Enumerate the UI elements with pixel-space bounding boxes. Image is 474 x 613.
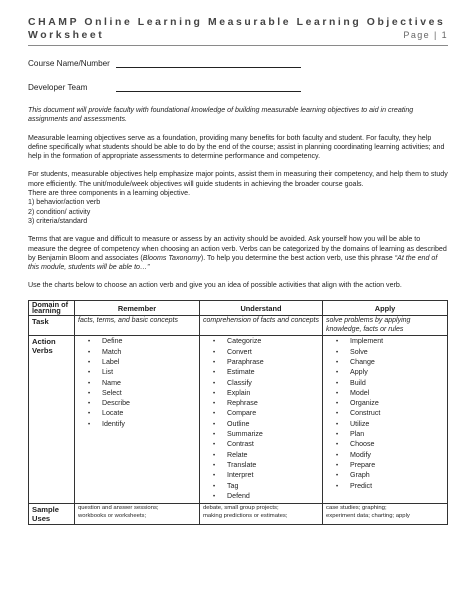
verb-item [213,379,319,389]
column-header-understand: Understand [200,300,323,316]
bullet-icon: • [213,452,216,459]
bullet-icon: • [336,432,339,439]
sample-uses-row [29,504,448,525]
verb-text: Plan [350,430,365,439]
verb-item [336,389,444,399]
verb-text: List [102,368,114,377]
verb-item [88,337,196,347]
verb-item [213,461,319,471]
bullet-icon: • [213,370,216,377]
action-verbs-label: Action Verbs [29,336,75,504]
verb-text: Paraphrase [227,357,264,366]
bullet-icon: • [336,370,339,377]
bullet-icon: • [88,339,91,346]
verb-item [213,440,319,450]
bullet-icon: • [336,473,339,480]
column-header-apply: Apply [323,300,448,316]
verb-text: Modify [350,450,371,459]
bullet-icon: • [88,370,91,377]
bullet-icon: • [213,483,216,490]
document-title-line2: Worksheet [28,30,105,41]
bullet-icon: • [213,473,216,480]
bullet-icon: • [336,421,339,428]
verb-text: Explain [227,388,251,397]
action-verbs-row [29,336,448,504]
use-item: making predictions or estimates; [203,512,288,519]
faculty-benefits-paragraph: Measurable learning objectives serve as a foundation, providing many benefits for both faculty and student. For faculty, they help define specifically what students should be able to do by the end of the course; assist in planning coordinating learning activities; and help in the formation of appropriate assessments to determine performance and competency. [28,133,445,161]
use-item: workbooks or worksheets; [78,512,147,519]
verb-list-apply [326,337,444,491]
task-understand: comprehension of facts and concepts [200,316,323,336]
verbs-remember-cell [75,336,200,504]
verb-item [213,337,319,347]
action-verb-text-a: Terms that are vague and difficult to measure or assess by an activity should be avoided. Ask yourself how you will be able to measure the degree of competency when choosing an action verb. Verbs can be categorized by the domains of learning as described by Benjamin Bloom and associates ( [28,235,447,262]
course-field [28,58,448,68]
verb-text: Relate [227,450,248,459]
bullet-icon: • [213,359,216,366]
verb-item [336,451,444,461]
bullet-icon: • [88,421,91,428]
table-header-row [29,300,448,316]
verb-text: Classify [227,378,252,387]
bullet-icon: • [336,411,339,418]
verb-item [88,389,196,399]
verb-text: Estimate [227,368,255,377]
verb-text: Rephrase [227,399,258,408]
verb-text: Graph [350,471,370,480]
use-item: experiment data; charting; apply [326,512,410,519]
sample-uses-label: Sample Uses [29,504,75,525]
developer-label: Developer Team [28,83,88,92]
bullet-icon: • [336,401,339,408]
verb-text: Solve [350,347,368,356]
bullet-icon: • [213,349,216,356]
uses-remember [75,504,200,525]
verb-item [336,430,444,440]
verb-item [336,348,444,358]
verbs-understand-cell [200,336,323,504]
verb-text: Model [350,388,370,397]
domain-header: Domain of learning [29,300,75,316]
verb-text: Summarize [227,430,263,439]
verb-text: Interpret [227,471,254,480]
verb-text: Outline [227,419,250,428]
course-label: Course Name/Number [28,59,110,68]
bullet-icon: • [336,452,339,459]
verb-text: Construct [350,409,381,418]
verb-item [213,348,319,358]
action-verb-text-b: ). To help you determine the best action verb, use this phrase [200,253,395,262]
verb-text: Build [350,378,366,387]
verb-item [213,471,319,481]
verb-item [88,420,196,430]
verb-item [213,482,319,492]
developer-input-line[interactable] [116,82,301,92]
developer-field [28,82,448,92]
verb-text: Change [350,357,375,366]
uses-understand [200,504,323,525]
verb-text: Define [102,337,123,346]
bullet-icon: • [213,493,216,500]
verb-text: Contrast [227,440,254,449]
use-item: debate, small group projects; [203,505,279,512]
verb-item [336,440,444,450]
bullet-icon: • [88,390,91,397]
bullet-icon: • [336,359,339,366]
component-item: 1) behavior/action verb [28,198,101,207]
header-row [28,29,448,42]
verbs-apply-cell [323,336,448,504]
bullet-icon: • [336,462,339,469]
intro-paragraph: This document will provide faculty with foundational knowledge of building measurable learning objectives to aid in creating assignments and assessments. [28,106,414,124]
bullet-icon: • [336,390,339,397]
verb-list-understand [203,337,319,502]
verb-text: Prepare [350,460,376,469]
verb-text: Categorize [227,337,262,346]
objective-phrase: “At the end of this module, students will be able to…” [28,253,438,272]
blooms-verb-table [28,300,448,525]
verb-item [213,368,319,378]
header-divider [28,45,448,46]
component-item: 3) criteria/standard [28,216,88,225]
verb-text: Tag [227,481,239,490]
verb-item [336,461,444,471]
verb-item [336,399,444,409]
bullet-icon: • [88,411,91,418]
verb-text: Utilize [350,419,370,428]
bullet-icon: • [213,462,216,469]
verb-text: Locate [102,409,124,418]
verb-item [213,451,319,461]
student-benefits-paragraph: For students, measurable objectives help emphasize major points, assist them in measuring their competency, and help them to study more efficiently. The unit/module/week objectives will guide students in achieving the broader course goals. [28,170,448,188]
verb-item [336,379,444,389]
verb-text: Identify [102,419,125,428]
bullet-icon: • [336,349,339,356]
verb-text: Choose [350,440,375,449]
verb-text: Select [102,388,122,397]
verb-text: Predict [350,481,373,490]
verb-text: Label [102,357,120,366]
verb-item [213,420,319,430]
verb-item [336,482,444,492]
task-remember: facts, terms, and basic concepts [75,316,200,336]
verb-item [88,368,196,378]
task-label: Task [29,316,75,336]
verb-item [213,358,319,368]
verb-item [88,399,196,409]
document-title-line1: CHAMP Online Learning Measurable Learning Objectives [28,17,446,28]
verb-item [213,389,319,399]
task-row [29,316,448,336]
verb-text: Convert [227,347,252,356]
bullet-icon: • [213,442,216,449]
verb-list-remember [78,337,196,430]
verb-text: Defend [227,491,250,500]
course-input-line[interactable] [116,58,301,68]
chart-instructions: Use the charts below to choose an action verb and give you an idea of possible activities that align with the action verb. [28,281,402,290]
bullet-icon: • [88,349,91,356]
bullet-icon: • [213,339,216,346]
verb-text: Match [102,347,122,356]
verb-item [213,409,319,419]
column-header-remember: Remember [75,300,200,316]
bullet-icon: • [213,390,216,397]
use-item: question and answer sessions; [78,505,159,512]
verb-item [336,368,444,378]
verb-text: Name [102,378,121,387]
action-verb-paragraph [28,235,448,272]
verb-item [336,420,444,430]
bullet-icon: • [213,432,216,439]
components-intro: There are three components in a learning objective. [28,189,191,198]
verb-item [213,399,319,409]
verb-text: Translate [227,460,257,469]
bullet-icon: • [213,401,216,408]
bullet-icon: • [336,339,339,346]
verb-item [88,348,196,358]
page-number: Page | 1 [403,30,448,40]
blooms-taxonomy-term: Blooms Taxonomy [142,253,201,262]
bullet-icon: • [88,380,91,387]
bullet-icon: • [336,380,339,387]
verb-text: Compare [227,409,257,418]
verb-text: Implement [350,337,384,346]
verb-item [213,492,319,502]
bullet-icon: • [213,421,216,428]
bullet-icon: • [213,411,216,418]
verb-item [213,430,319,440]
verb-item [336,409,444,419]
component-item: 2) condition/ activity [28,207,91,216]
task-apply: solve problems by applying knowledge, facts or rules [323,316,448,336]
use-item: case studies; graphing; [326,505,387,512]
uses-apply [323,504,448,525]
verb-text: Describe [102,399,130,408]
verb-text: Organize [350,399,379,408]
bullet-icon: • [336,483,339,490]
verb-item [88,379,196,389]
bullet-icon: • [213,380,216,387]
verb-item [336,471,444,481]
bullet-icon: • [88,401,91,408]
verb-item [88,409,196,419]
verb-text: Apply [350,368,368,377]
bullet-icon: • [336,442,339,449]
verb-item [336,337,444,347]
verb-item [88,358,196,368]
verb-item [336,358,444,368]
bullet-icon: • [88,359,91,366]
